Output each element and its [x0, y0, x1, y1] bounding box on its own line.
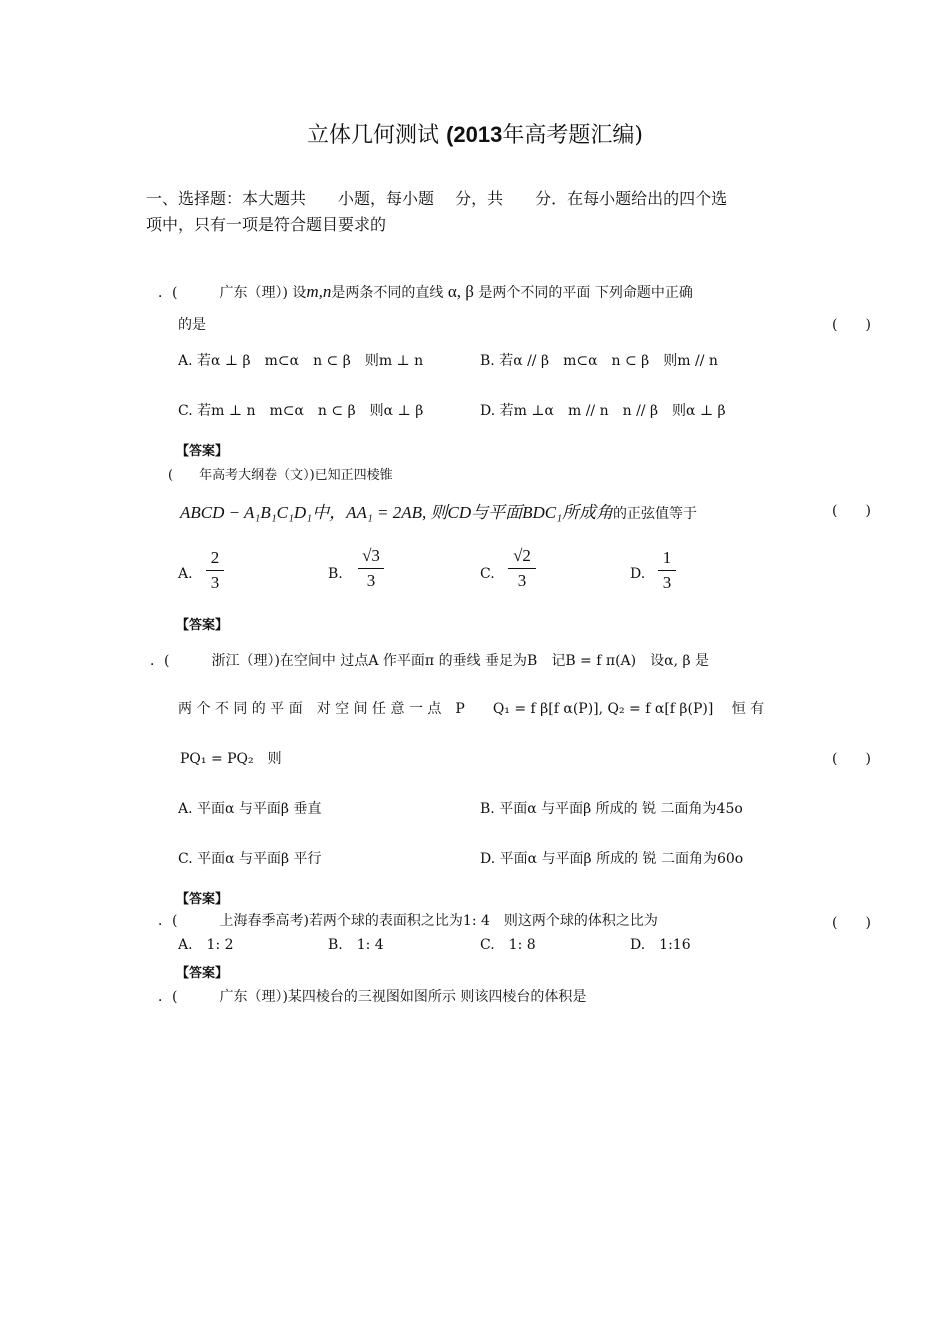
option-a: A. 平面α 与平面β 垂直 [178, 801, 322, 817]
option-c: C. 1: 8 [480, 937, 536, 953]
question-3-line1: ．( 浙江（理）)在空间中 过点A 作平面π 的垂线 垂足为B 记B = f π(A) 设α, β 是 [150, 653, 710, 669]
question-4-line1: ．( 上海春季高考)若两个球的表面积之比为1: 4 则这两个球的体积之比为 [158, 913, 658, 929]
question-3-line3: PQ₁ = PQ₂ 则 [180, 751, 282, 767]
answer-label: 【答案】 [176, 618, 229, 633]
question-3-line2: 两 个 不 同 的 平 面 对 空 间 任 意 一 点 P Q₁ = f β[f α(P)], Q₂ = f α[f β(P)] 恒 有 [178, 701, 765, 717]
option-b: B. 平面α 与平面β 所成的 锐 二面角为45o [480, 801, 743, 817]
answer-label: 【答案】 [176, 892, 229, 907]
option-d-label: D. [630, 566, 646, 582]
option-a: A. 1: 2 [178, 937, 234, 953]
option-a-fraction: 2 3 [206, 548, 224, 593]
answer-blank: ( ) [832, 503, 871, 519]
option-b-label: B. [328, 566, 343, 582]
option-d-fraction: 1 3 [658, 548, 676, 593]
option-d: D. 平面α 与平面β 所成的 锐 二面角为60o [480, 851, 744, 867]
question-1-line1: ．( 广东（理）) 设m,n是两条不同的直线 α, β 是两个不同的平面 下列命题中正确 [158, 282, 693, 301]
answer-label: 【答案】 [176, 966, 229, 981]
option-b: B. 若α // β m⊂α n ⊂ β 则m // n [480, 353, 718, 369]
answer-blank: ( ) [832, 915, 871, 931]
option-b-fraction: √3 3 [358, 546, 384, 591]
option-c: C. 平面α 与平面β 平行 [178, 851, 322, 867]
question-2-line2: ABCD − A₁B₁C₁D₁中，AA₁ = 2AB, 则CD与平面BDC₁所成角的正弦值等于 [180, 503, 698, 522]
answer-blank: ( ) [832, 317, 871, 333]
option-c-fraction: √2 3 [508, 546, 536, 591]
question-2-line1: ( 年高考大纲卷（文）)已知正四棱锥 [168, 468, 393, 483]
option-c-label: C. [480, 566, 495, 582]
answer-label: 【答案】 [176, 444, 229, 459]
page-title: 立体几何测试 (2013年高考题汇编) [307, 122, 643, 148]
section-heading-line2: 项中，只有一项是符合题目要求的 [146, 215, 387, 234]
option-c: C. 若m ⊥ n m⊂α n ⊂ β 则α ⊥ β [178, 403, 424, 419]
section-heading-line1: 一、选择题：本大题共 小题，每小题 分，共 分．在每小题给出的四个选 [146, 189, 728, 208]
option-b: B. 1: 4 [328, 937, 384, 953]
option-a-label: A. [178, 566, 193, 582]
answer-blank: ( ) [832, 751, 871, 767]
question-1-line2: 的是 [178, 317, 206, 333]
option-d: D. 1:16 [630, 937, 691, 953]
question-5-line1: ．( 广东（理）)某四棱台的三视图如图所示 则该四棱台的体积是 [158, 989, 587, 1005]
option-d: D. 若m ⊥α m // n n // β 则α ⊥ β [480, 403, 726, 419]
option-a: A. 若α ⊥ β m⊂α n ⊂ β 则m ⊥ n [178, 353, 424, 369]
